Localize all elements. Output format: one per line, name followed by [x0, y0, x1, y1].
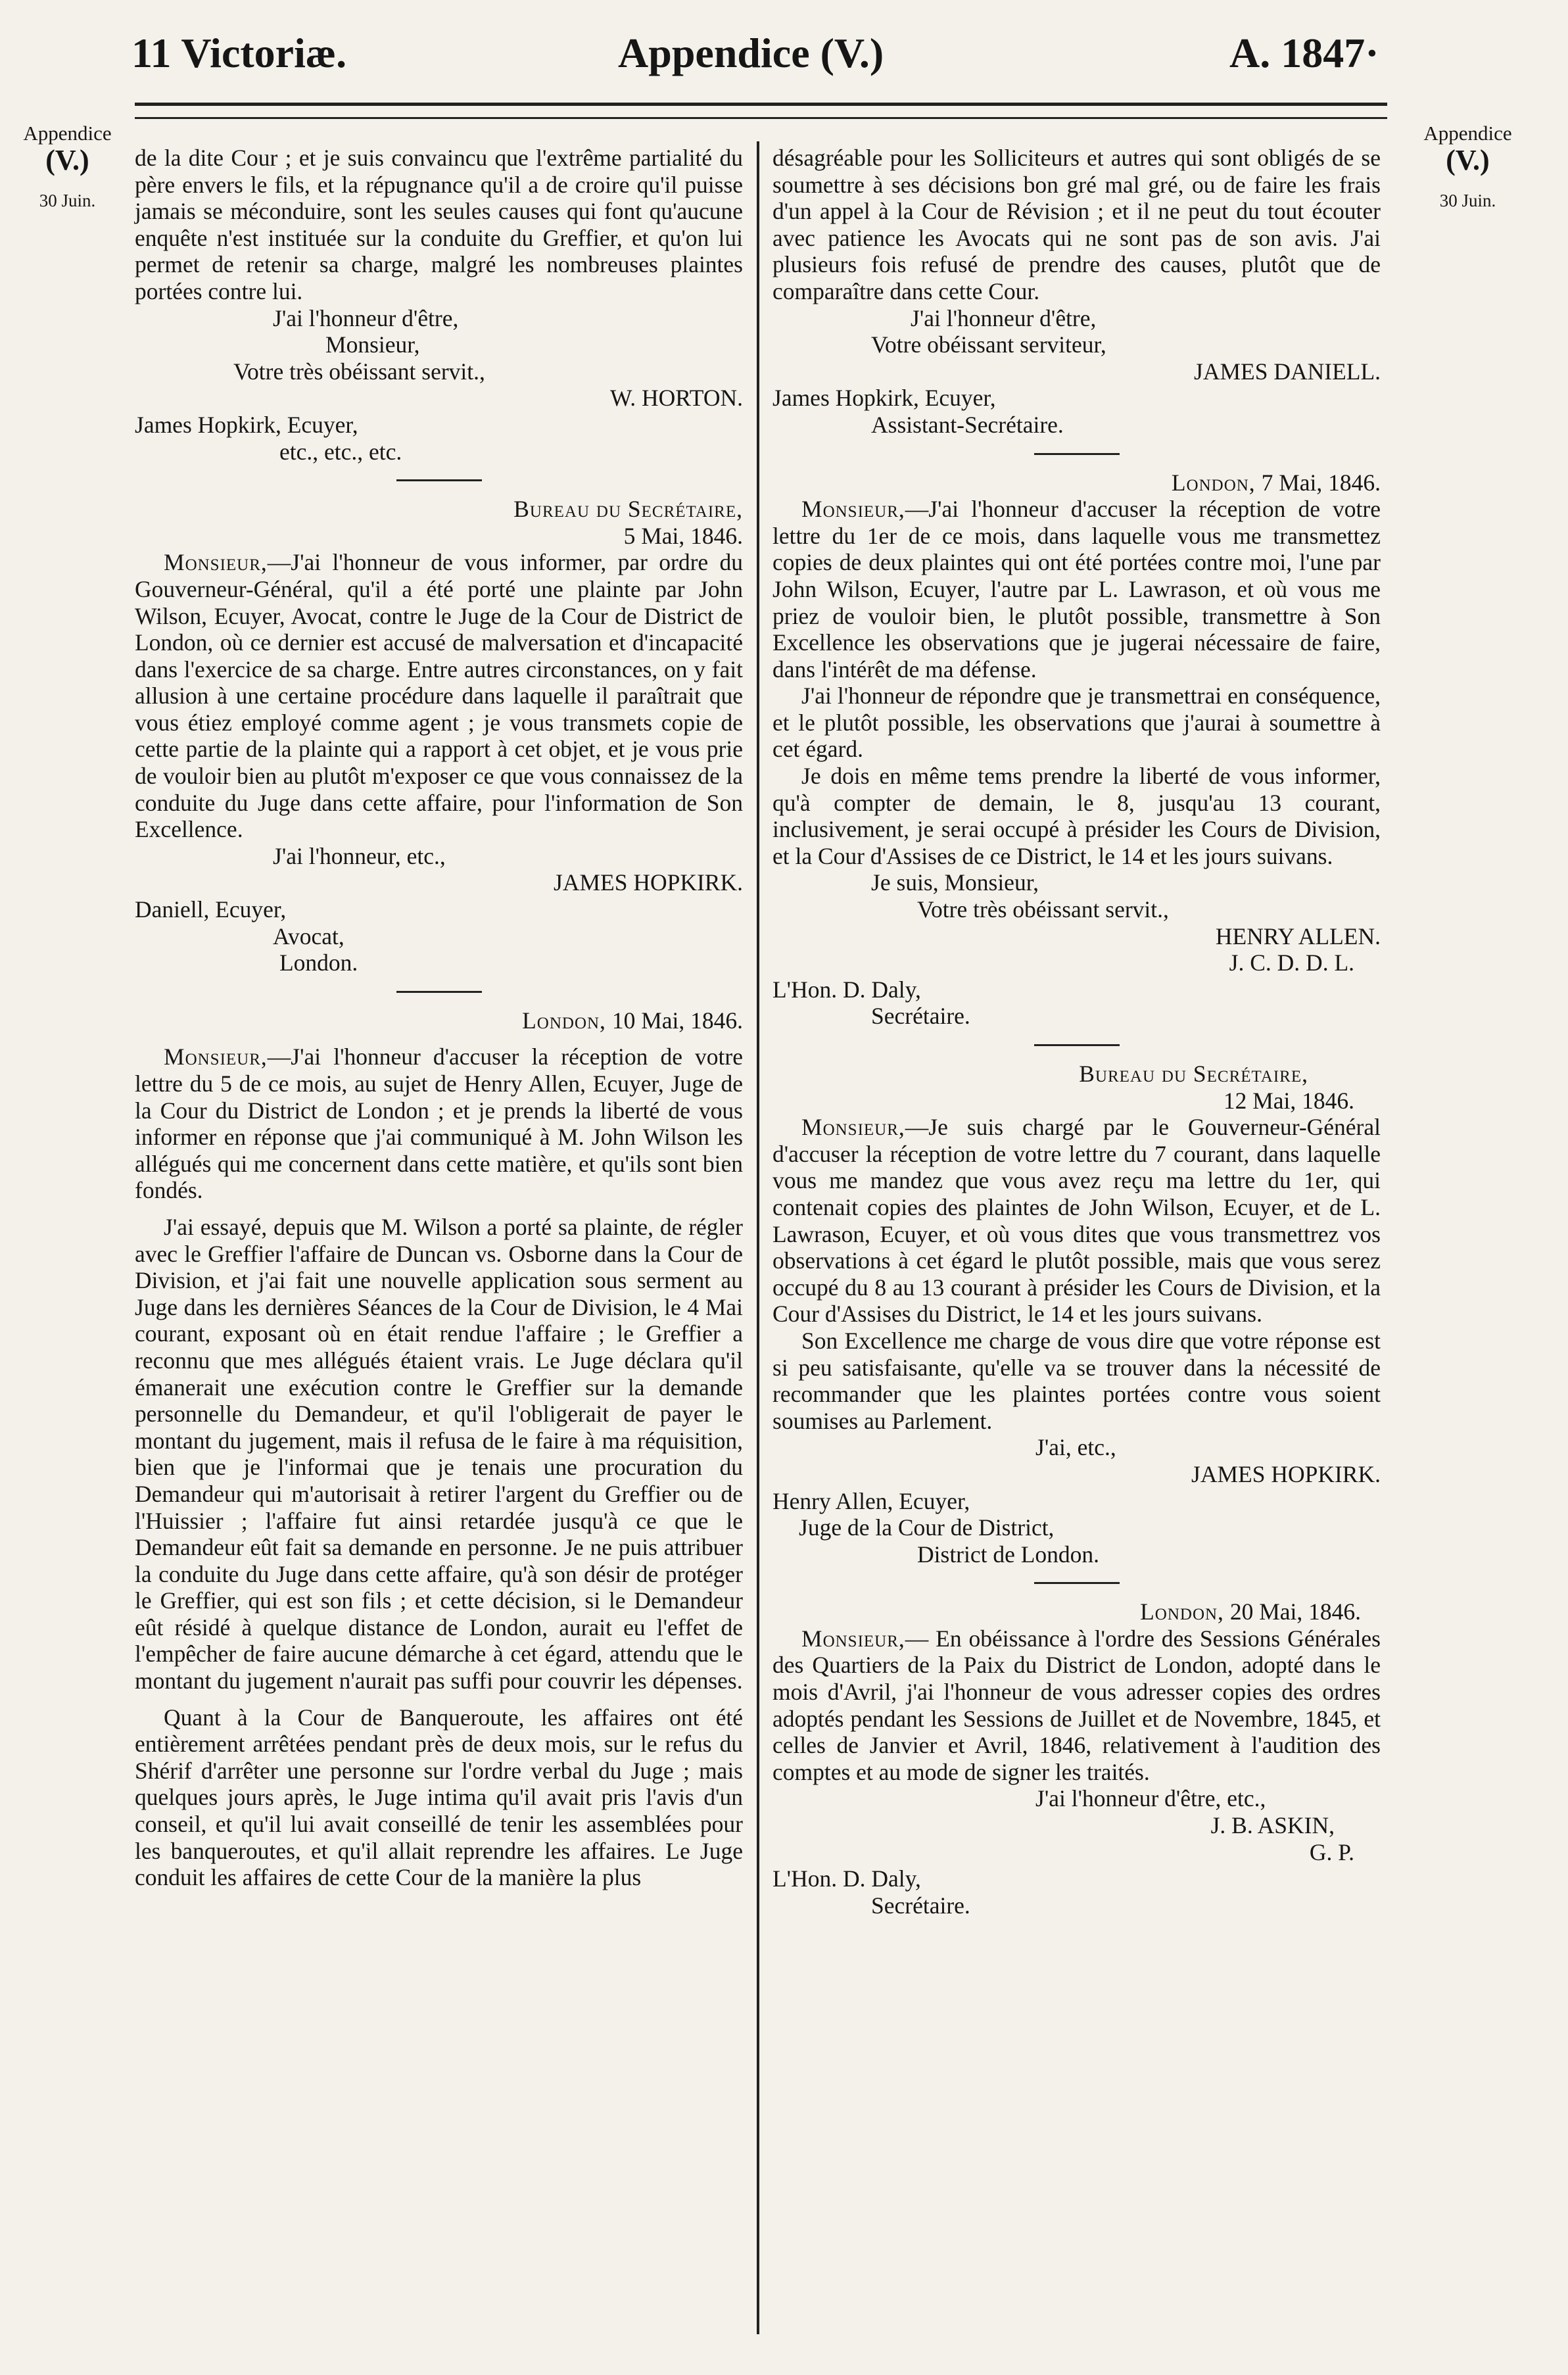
signature-title: J. C. D. D. L.: [1229, 949, 1354, 976]
closing-line: J'ai, etc.,: [1035, 1434, 1116, 1461]
letter-separator: [1034, 1044, 1120, 1046]
addressee-line: etc., etc., etc.: [279, 438, 402, 465]
addressee-line: Daniell, Ecuyer,: [135, 896, 287, 923]
closing-line: J'ai l'honneur d'être, etc.,: [1035, 1785, 1266, 1812]
salutation: Monsieur,: [801, 1625, 905, 1652]
closing-line: Votre très obéissant servit.,: [233, 358, 485, 385]
addressee-line: L'Hon. D. Daly,: [772, 976, 921, 1003]
margin-note-left: Appendice (V.) 30 Juin.: [23, 122, 112, 210]
salutation: Monsieur,: [801, 496, 905, 523]
letter-date: 12 Mai, 1846.: [1223, 1087, 1354, 1114]
letter-place-date: London, 7 Mai, 1846.: [1171, 469, 1381, 496]
header-rule-thin: [135, 117, 1387, 119]
letter-place: Bureau du Secrétaire,: [513, 496, 743, 523]
addressee-line: L'Hon. D. Daly,: [772, 1865, 921, 1892]
closing-line: J'ai l'honneur d'être,: [911, 304, 1097, 331]
header-session: 11 Victoriæ.: [131, 30, 347, 76]
letter-hopkirk-2-para-1: Monsieur,—Je suis chargé par le Gouverneur-Général d'accuser la réception de votre lettre du 7 courant, dans laquelle vous me mandez que vous avez reçu ma lettre du 1er, qui contenait copies des plaintes de John Wilson, Ecuyer, et de L. Lawrason, Ecuyer, et où vous dites que vous transmettrez vos observations à cet égard le plutôt possible, mais que vous serez occupé du 8 au 13 courant à présider les Cours de Division, et la Cour d'Assises du District, le 14 et les jours suivans.: [772, 1114, 1381, 1328]
addressee-line: Henry Allen, Ecuyer,: [772, 1487, 970, 1514]
left-column: [135, 145, 743, 1891]
closing-line: Monsieur,: [325, 331, 420, 358]
addressee-line: Secrétaire.: [871, 1892, 970, 1919]
letter-place-date: London, 20 Mai, 1846.: [1140, 1598, 1361, 1625]
signature-hopkirk-2: JAMES HOPKIRK.: [1191, 1460, 1381, 1487]
salutation: Monsieur,: [164, 549, 268, 576]
addressee-line: London.: [279, 949, 358, 976]
column-divider: [757, 141, 759, 2334]
letter-hopkirk-body: Monsieur,—J'ai l'honneur de vous informer, par ordre du Gouverneur-Général, qu'il a été porté une plainte par John Wilson, Ecuyer, Avocat, contre le Juge de la Cour de District de London, où ce dernier est accusé de malversation et d'incapacité dans l'exercice de sa charge. Entre autres circonstances, on y fait allusion à une certaine procédure dans laquelle il paraîtrait que vous étiez employé comme agent ; je vous transmets copie de cette partie de la plainte qui a rapport à cet objet, et je vous prie de vouloir bien au plutôt m'exposer ce que vous connaissez de la conduite du Juge dans cette affaire, pour l'information de Son Excellence.: [135, 549, 743, 843]
letter-daniell-continued: désagréable pour les Solliciteurs et autres qui sont obligés de se soumettre à ses décisions bon gré mal gré, ou de faire les frais d'un appel à la Cour de Révision ; et il ne peut du tout écouter avec patience les Avocats qui ne sont pas de son avis. J'ai plusieurs fois refusé de prendre des causes, plutôt que de comparaître dans cette Cour.: [772, 145, 1381, 304]
closing-line: J'ai l'honneur, etc.,: [273, 842, 446, 869]
letter-allen-para-2: J'ai l'honneur de répondre que je transmettrai en conséquence, et le plutôt possible, les observations que j'aurai à soumettre à cet égard.: [772, 683, 1381, 763]
letter-place-date: London, 10 Mai, 1846.: [522, 1007, 743, 1034]
addressee-line: Assistant-Secrétaire.: [871, 411, 1064, 438]
signature-askin: J. B. ASKIN,: [1210, 1812, 1335, 1839]
letter-askin-body: Monsieur,— En obéissance à l'ordre des Sessions Générales des Quartiers de la Paix du District de London, adopté dans le mois d'Avril, j'ai l'honneur de vous adresser copies des ordres adoptés pendant les Sessions de Juillet et de Novembre, 1845, et celles de Janvier et Avril, 1846, relativement à l'audition des comptes et au mode de signer les traités.: [772, 1625, 1381, 1785]
letter-daniell-para-1: Monsieur,—J'ai l'honneur d'accuser la réception de votre lettre du 5 de ce mois, au sujet de Henry Allen, Ecuyer, Juge de la Cour du District de London ; et je prends la liberté de vous informer en réponse que j'ai communiqué à M. John Wilson les allégués qui me concernent dans cette matière, et qu'ils sont bien fondés.: [135, 1044, 743, 1204]
letter-separator: [1034, 1582, 1120, 1584]
header-appendix: Appendice (V.): [618, 30, 884, 76]
closing-line: Je suis, Monsieur,: [871, 869, 1039, 896]
right-column: [772, 145, 1381, 1919]
letter-allen-para-1: Monsieur,—J'ai l'honneur d'accuser la réception de votre lettre du 1er de ce mois, dans laquelle vous me transmettez copies de deux plaintes qui ont été portées contre moi, l'une par John Wilson, Ecuyer, l'autre par L. Lawrason, et où vous me priez de vouloir bien, le plutôt possible, transmettre à Son Excellence les observations que je jugerai nécessaire de faire, dans l'intérêt de ma défense.: [772, 496, 1381, 683]
letter-horton-body: de la dite Cour ; et je suis convaincu que l'extrême partialité du père envers le fils, et la répugnance qu'il a de croire qu'il puisse jamais se méconduire, sont les seules causes qui font qu'aucune enquête n'est instituée sur la conduite du Greffier, et qu'on lui permet de retenir sa charge, malgré les nombreuses plaintes portées contre lui.: [135, 145, 743, 304]
margin-note-right: Appendice (V.) 30 Juin.: [1423, 122, 1512, 210]
signature-horton: W. HORTON.: [609, 385, 743, 412]
running-header: [0, 22, 1568, 82]
letter-hopkirk-2-para-2: Son Excellence me charge de vous dire que votre réponse est si peu satisfaisante, qu'elle va se trouver dans la nécessité de recommander que les plaintes portées contre vous soient soumises au Parlement.: [772, 1327, 1381, 1434]
addressee-line: Juge de la Cour de District,: [799, 1514, 1055, 1541]
addressee-line: District de London.: [917, 1541, 1100, 1568]
letter-separator: [396, 479, 482, 481]
salutation: Monsieur,: [801, 1114, 905, 1141]
letter-date: 5 Mai, 1846.: [623, 522, 743, 549]
header-year: A. 1847·: [1229, 30, 1379, 76]
signature-daniell: JAMES DANIELL.: [1194, 358, 1381, 385]
letter-allen-para-3: Je dois en même tems prendre la liberté de vous informer, qu'à compter de demain, le 8, jusqu'au 13 courant, inclusivement, je serai occupé à présider les Cours de Division, et la Cour d'Assises de ce District, le 14 et les jours suivans.: [772, 763, 1381, 869]
signature-hopkirk: JAMES HOPKIRK.: [554, 869, 743, 896]
closing-line: Votre obéissant serviteur,: [871, 331, 1106, 358]
letter-separator: [1034, 453, 1120, 455]
letter-place: Bureau du Secrétaire,: [1079, 1061, 1308, 1087]
closing-line: J'ai l'honneur d'être,: [273, 304, 459, 331]
addressee-line: Secrétaire.: [871, 1003, 970, 1030]
letter-separator: [396, 991, 482, 993]
signature-title: G. P.: [1309, 1838, 1354, 1865]
letter-daniell-para-2: J'ai essayé, depuis que M. Wilson a porté sa plainte, de régler avec le Greffier l'affaire de Duncan vs. Osborne dans la Cour de Division, et j'ai fait une nouvelle application sous serment au Juge dans les dernières Séances de la Cour de Division, le 4 Mai courant, exposant où en était rendue l'affaire ; le Greffier a reconnu que mes allégués étaient vrais. Le Juge déclara qu'il émanerait une exécution contre le Greffier sur la demande personnelle du Demandeur, et qu'il l'obligerait de payer le montant du jugement, mais il refusa de le faire à ma réquisition, bien que je l'informai que je tenais une procuration du Demandeur qui m'autorisait à retirer l'argent du Greffier ou de l'Huissier ; l'affaire fut ainsi retardée jusqu'à ce que le Demandeur eût fait sa demande en personne. Je ne puis attribuer la conduite du Juge dans cette affaire, qu'à son désir de protéger le Greffier, qui est son fils ; et cette décision, si le Demandeur eût résidé à quelque distance de London, aurait eu l'effet de l'empêcher de faire aucune démarche à cet égard, attendu que le montant du jugement n'aurait pas suffi pour couvrir les dépenses.: [135, 1213, 743, 1694]
closing-line: Votre très obéissant servit.,: [917, 896, 1169, 923]
header-rule-thick: [135, 103, 1387, 106]
letter-daniell-para-3: Quant à la Cour de Banqueroute, les affaires ont été entièrement arrêtées pendant près de deux mois, sur le refus du Shérif d'arrêter une personne sur l'ordre verbal du Juge ; mais quelques jours après, le Juge intima qu'il avait pris l'avis d'un conseil, et qu'il lui avait conseillé de tenir les assemblées pour les banqueroutes, et qu'il allait reprendre les affaires. Le Juge conduit les affaires de cette Cour de la manière la plus: [135, 1704, 743, 1891]
addressee-line: James Hopkirk, Ecuyer,: [135, 411, 358, 438]
addressee-line: Avocat,: [273, 923, 344, 949]
salutation: Monsieur,: [164, 1044, 268, 1070]
addressee-line: James Hopkirk, Ecuyer,: [772, 385, 996, 412]
signature-allen: HENRY ALLEN.: [1215, 923, 1381, 949]
